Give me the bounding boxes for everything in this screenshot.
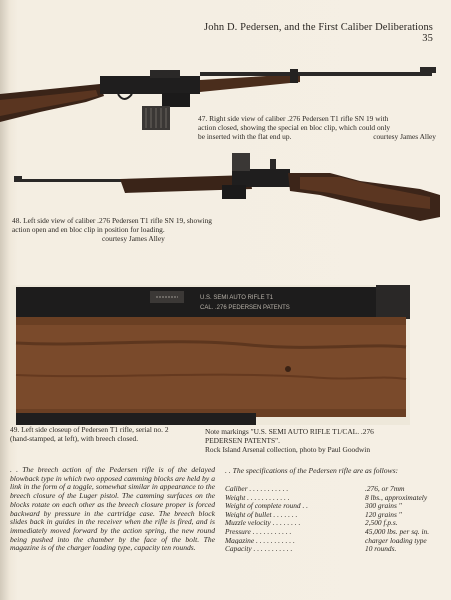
spec-value: charger loading type: [365, 535, 427, 545]
spec-label: Capacity . . . . . . . . . . .: [225, 544, 293, 553]
figure-49-line: (hand-stamped, at left), with breech closed.: [10, 434, 139, 443]
figure-48-line: 48. Left side view of caliber .276 Pedersen T1 rifle SN 19, showing: [12, 216, 212, 225]
figure-47-caption: [198, 114, 436, 141]
note-line: PEDERSEN PATENTS".: [205, 436, 281, 445]
running-header: [190, 22, 433, 44]
spec-row: [225, 493, 440, 502]
spec-value: 10 rounds.: [365, 544, 397, 554]
spec-row: [225, 518, 440, 527]
note-line: Note markings "U.S. SEMI AUTO RIFLE T1/CAL. .276: [205, 427, 374, 436]
body-paragraph-breech-action: . . The breech action of the Pedersen rifle is of the delayed blowback type in which two opposed camming blocks are held by a link in the form of a toggle, somewhat similar in appearance to the breech closure of the Luger pistol. The camming surfaces on the blocks rotate on each other as the breech closure proper is forced backward by pressure in the cartridge case. The breech block slides back in guides in the receiver when the rifle is fired, and is immediately moved forward by the action spring, the new round being pushed into the chamber by the face of the bolt. The magazine is of the charger loading type, capacity ten rounds.: [10, 465, 215, 553]
spec-label: Weight of complete round . .: [225, 501, 308, 510]
spec-value: 120 grains ": [365, 509, 402, 519]
spec-label: Weight of bullet . . . . . . .: [225, 509, 298, 519]
spec-row: [225, 510, 440, 519]
spec-row: [225, 536, 440, 545]
spec-value: 300 grains ": [365, 501, 402, 511]
figure-47-line: be inserted with the flat end up.: [198, 132, 292, 141]
page-number: 35: [422, 33, 433, 44]
running-header-title: John D. Pedersen, and the First Caliber Deliberations: [204, 22, 433, 33]
specifications-table: [225, 484, 440, 553]
figure-49-line: 49. Left side closeup of Pedersen T1 rifle, serial no. 2: [10, 425, 169, 434]
figure-49-note: [205, 427, 441, 454]
figure-49-caption: [10, 425, 205, 443]
en-bloc-clip-image: [142, 106, 170, 130]
rifle-closeup-photo: [10, 285, 410, 425]
spec-value: 2,500 f.p.s.: [365, 518, 398, 528]
spec-row: [225, 527, 440, 536]
specifications-section: [225, 466, 440, 553]
spec-row: [225, 544, 440, 553]
spec-label: Pressure . . . . . . . . . . .: [225, 526, 292, 536]
figure-47-line: action closed, showing the special en bloc clip, which could only: [198, 123, 391, 132]
spec-value: 45,000 lbs. per sq. in.: [365, 526, 430, 536]
spec-label: Weight . . . . . . . . . . . .: [225, 492, 290, 502]
spec-label: Magazine . . . . . . . . . . .: [225, 535, 295, 545]
spec-value: 8 lbs., approximately: [365, 492, 428, 502]
spec-value: .276, or 7mm: [365, 484, 405, 493]
figure-48-caption: [12, 216, 222, 243]
spec-row: [225, 501, 440, 510]
figure-48-credit: courtesy James Alley: [102, 234, 165, 243]
spec-label: Caliber . . . . . . . . . . .: [225, 484, 289, 493]
figure-48-line: action open and en bloc clip in position for loading.: [12, 225, 165, 234]
receiver-stamp-line: CAL. .276 PEDERSEN PATENTS: [200, 305, 290, 311]
note-line: Rock Island Arsenal collection, photo by Paul Goodwin: [205, 445, 371, 454]
spec-row: [225, 484, 440, 493]
figure-47-credit: courtesy James Alley: [373, 132, 436, 141]
figure-47-line: 47. Right side view of caliber .276 Pedersen T1 rifle SN 19 with: [198, 114, 389, 123]
specifications-intro: . . The specifications of the Pedersen rifle are as follows:: [225, 466, 399, 475]
spec-label: Muzzle velocity . . . . . . . .: [225, 518, 301, 527]
receiver-stamp-line: U.S. SEMI AUTO RIFLE T1: [200, 295, 274, 301]
